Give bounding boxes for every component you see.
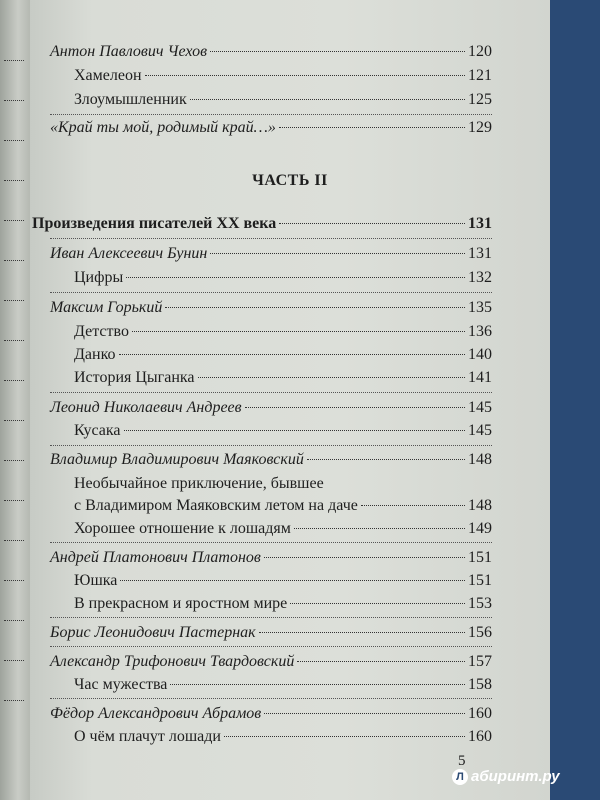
leader-dots: [224, 736, 465, 737]
toc-page: 131: [468, 245, 492, 262]
toc-page: 160: [468, 705, 492, 722]
toc-work-entry: [74, 571, 492, 591]
toc-work-entry: [74, 519, 492, 539]
toc-section-entry: [32, 214, 492, 234]
leader-dots: [210, 253, 465, 254]
toc-page: 131: [468, 215, 492, 232]
toc-section-entry: [50, 118, 492, 138]
toc-page: 149: [468, 520, 492, 537]
leader-dots: [264, 713, 465, 714]
toc-page: 148: [468, 497, 492, 514]
toc-author-entry: [50, 623, 492, 643]
toc-page: 153: [468, 595, 492, 612]
toc-title: Детство: [74, 323, 129, 340]
toc-author-entry: [50, 42, 492, 62]
toc-page: 136: [468, 323, 492, 340]
leader-dots: [264, 557, 465, 558]
toc-page: 132: [468, 269, 492, 286]
leader-dots: [361, 505, 465, 506]
toc-page: 121: [468, 67, 492, 84]
toc-title: Произведения писателей XX века: [32, 215, 277, 232]
toc-title: В прекрасном и яростном мире: [74, 595, 288, 612]
toc-title: О чём плачут лошади: [74, 728, 221, 745]
section-separator: [50, 292, 492, 294]
toc-work-entry: [74, 368, 492, 388]
toc-page: 156: [468, 624, 492, 641]
toc-page: 158: [468, 676, 492, 693]
toc-title: Фёдор Александрович Абрамов: [50, 705, 262, 722]
book-page: [30, 0, 550, 800]
section-separator: [50, 542, 492, 544]
toc-title: Час мужества: [74, 676, 168, 693]
leader-dots: [132, 331, 465, 332]
section-separator: [50, 617, 492, 619]
toc-work-entry: [74, 66, 492, 86]
toc-work-entry: [74, 322, 492, 342]
section-separator: [50, 392, 492, 394]
leader-dots: [290, 603, 465, 604]
toc-author-entry: [50, 244, 492, 264]
leader-dots: [126, 277, 465, 278]
section-separator: [50, 238, 492, 240]
toc-title: Александр Трифонович Твардовский: [50, 653, 295, 670]
toc-page: 120: [468, 43, 492, 60]
page-number: 5: [458, 753, 466, 769]
toc-work-entry: [74, 727, 492, 747]
leader-dots: [279, 127, 465, 128]
toc-title: Хамелеон: [74, 67, 142, 84]
toc-page: 129: [468, 119, 492, 136]
leader-dots: [279, 223, 465, 224]
leader-dots: [259, 632, 465, 633]
leader-dots: [297, 661, 465, 662]
leader-dots: [294, 528, 465, 529]
toc-page: 157: [468, 653, 492, 670]
toc-work-entry: [74, 90, 492, 110]
toc-title: Данко: [74, 346, 116, 363]
leader-dots: [145, 75, 465, 76]
toc-work-entry: [74, 345, 492, 365]
leader-dots: [120, 580, 465, 581]
toc-title: Кусака: [74, 422, 121, 439]
toc-page: 135: [468, 299, 492, 316]
toc-page: 125: [468, 91, 492, 108]
section-separator: [50, 114, 492, 116]
toc-title: Цифры: [74, 269, 124, 286]
toc-author-entry: [50, 704, 492, 724]
toc-page: 160: [468, 728, 492, 745]
watermark-text: абиринт.ру: [471, 768, 560, 785]
previous-page-edge: [0, 0, 30, 800]
toc-title: Антон Павлович Чехов: [50, 43, 208, 60]
toc-page: 145: [468, 399, 492, 416]
toc-page: 151: [468, 572, 492, 589]
toc-title: Борис Леонидович Пастернак: [50, 624, 256, 641]
toc-work-entry: [74, 268, 492, 288]
toc-author-entry: [50, 450, 492, 470]
leader-dots: [198, 377, 465, 378]
leader-dots: [245, 407, 465, 408]
leader-dots: [210, 51, 465, 52]
leader-dots: [307, 459, 465, 460]
toc-title: Леонид Николаевич Андреев: [50, 399, 242, 416]
leader-dots: [119, 354, 465, 355]
toc-work-entry: [74, 421, 492, 441]
toc-page: 148: [468, 451, 492, 468]
leader-dots: [124, 430, 466, 431]
background-edge: [550, 0, 600, 800]
toc-author-entry: [50, 548, 492, 568]
part-title: ЧАСТЬ II: [252, 172, 328, 189]
toc-page: 140: [468, 346, 492, 363]
toc-page: 145: [468, 422, 492, 439]
toc-page: 141: [468, 369, 492, 386]
toc-title: Иван Алексеевич Бунин: [50, 245, 208, 262]
watermark: [452, 768, 560, 785]
toc-title: «Край ты мой, родимый край…»: [50, 119, 276, 136]
toc-author-entry: [50, 298, 492, 318]
toc-title: Андрей Платонович Платонов: [50, 549, 261, 566]
toc-title: Владимир Владимирович Маяковский: [50, 451, 304, 468]
toc-work-entry: [74, 496, 492, 516]
toc-title: История Цыганка: [74, 369, 195, 386]
toc-author-entry: [50, 398, 492, 418]
toc-page: 151: [468, 549, 492, 566]
toc-title: с Владимиром Маяковским летом на даче: [74, 497, 358, 514]
toc-author-entry: [50, 652, 492, 672]
toc-title: Хорошее отношение к лошадям: [74, 520, 291, 537]
leader-dots: [165, 307, 465, 308]
leader-dots: [170, 684, 465, 685]
toc-work-entry: [74, 594, 492, 614]
labirint-logo-icon: Л: [452, 769, 468, 785]
section-separator: [50, 646, 492, 648]
section-separator: [50, 445, 492, 447]
toc-work-entry: [74, 675, 492, 695]
toc-work-title-line: Необычайное приключение, бывшее: [74, 475, 324, 492]
toc-title: Юшка: [74, 572, 118, 589]
section-separator: [50, 698, 492, 700]
toc-title: Максим Горький: [50, 299, 163, 316]
leader-dots: [190, 99, 465, 100]
toc-title: Злоумышленник: [74, 91, 187, 108]
